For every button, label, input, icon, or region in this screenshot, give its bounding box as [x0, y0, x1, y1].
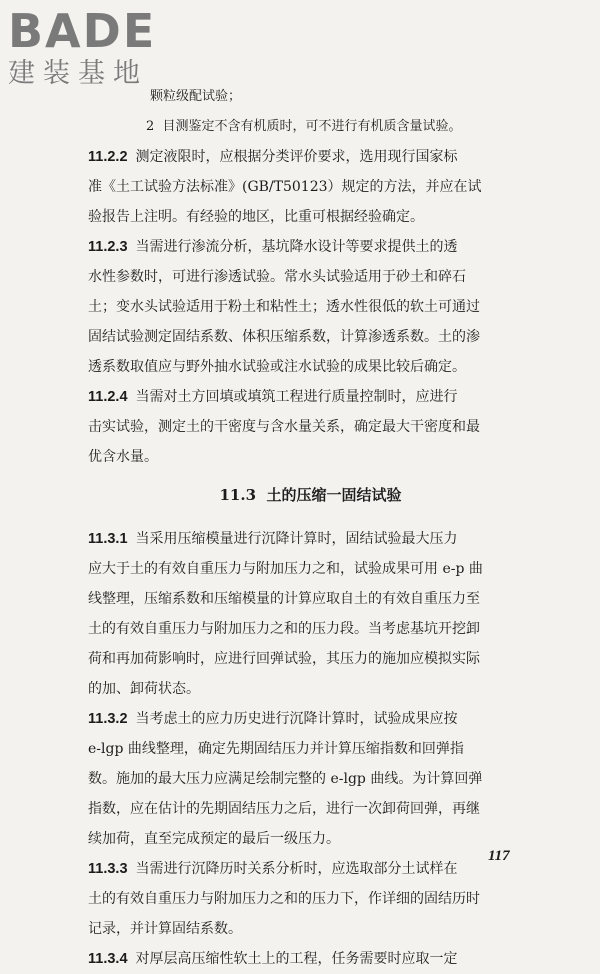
clause-number: 11.2.2: [88, 149, 128, 165]
clause-number: 11.3.3: [88, 861, 128, 877]
clause-text-line: 固结试验测定固结系数、体积压缩系数，计算渗透系数。土的渗: [88, 329, 480, 345]
clause-11-2-2: [88, 142, 533, 232]
list-item-2: [88, 112, 533, 142]
clause-text-line: 线整理，压缩系数和压缩模量的计算应取自土的有效自重压力至: [88, 591, 480, 607]
clause-11-2-3: [88, 232, 533, 382]
clause-text-line: 土的有效自重压力与附加压力之和的压力段。当考虑基坑开挖卸: [88, 621, 480, 637]
section-number: 11.3: [219, 486, 257, 504]
section-heading: [88, 480, 533, 510]
watermark-subtitle: 建装基地: [8, 58, 148, 89]
clause-text-line: 记录，并计算固结系数。: [88, 921, 242, 937]
clause-11-2-4: [88, 382, 533, 472]
clause-text-line: 当采用压缩模量进行沉降计算时，固结试验最大压力: [135, 531, 458, 547]
clause-text-line: 的加、卸荷状态。: [88, 681, 200, 697]
clause-text-line: 应大于土的有效自重压力与附加压力之和，试验成果可用 e-p 曲: [88, 561, 483, 577]
watermark-logo: [8, 6, 178, 90]
clause-number: 11.3.2: [88, 711, 128, 727]
clause-number: 11.2.4: [88, 389, 128, 405]
clause-11-3-1: [88, 524, 533, 704]
clause-text-line: 准《土工试验方法标准》(GB/T50123）规定的方法，并应在试: [88, 179, 482, 195]
clause-text-line: 对厚层高压缩性软土上的工程，任务需要时应取一定: [135, 951, 458, 967]
clause-11-3-2: [88, 704, 533, 854]
clause-text-line: 透系数取值应与野外抽水试验或注水试验的成果比较后确定。: [88, 359, 466, 375]
clause-text-line: 数。施加的最大压力应满足绘制完整的 e-lgp 曲线。为计算回弹: [88, 771, 483, 787]
watermark-logo-text: BADE: [8, 4, 157, 58]
clause-number: 11.2.3: [88, 239, 128, 255]
list-item-text: 目测鉴定不含有机质时，可不进行有机质含量试验。: [162, 119, 462, 134]
section-title: 土的压缩一固结试验: [266, 486, 402, 504]
clause-number: 11.3.4: [88, 951, 128, 967]
page-number: 117: [488, 848, 510, 864]
clause-text-line: 土的有效自重压力与附加压力之和的压力下，作详细的固结历时: [88, 891, 480, 907]
clause-text-line: 水性参数时，可进行渗透试验。常水头试验适用于砂土和碎石: [88, 269, 466, 285]
page-body: [88, 82, 533, 974]
clause-text-line: 指数，应在估计的先期固结压力之后，进行一次卸荷回弹，再继: [88, 801, 480, 817]
clause-11-3-3: [88, 854, 533, 944]
clause-text-line: 击实试验，测定土的干密度与含水量关系，确定最大干密度和最: [88, 419, 480, 435]
clause-text-line: 当需对土方回填或填筑工程进行质量控制时，应进行: [135, 389, 458, 405]
clause-text-line: 当考虑土的应力历史进行沉降计算时，试验成果应按: [135, 711, 458, 727]
clause-text-line: 测定液限时，应根据分类评价要求，选用现行国家标: [135, 149, 458, 165]
clause-text-line: 续加荷，直至完成预定的最后一级压力。: [88, 831, 340, 847]
clause-11-3-4: [88, 944, 533, 974]
clause-text-line: 优含水量。: [88, 449, 158, 465]
clause-text-line: 当需进行沉降历时关系分析时，应选取部分土试样在: [135, 861, 458, 877]
clause-text-line: 当需进行渗流分析，基坑降水设计等要求提供土的透: [135, 239, 458, 255]
clause-text-line: 荷和再加荷影响时，应进行回弹试验，其压力的施加应模拟实际: [88, 651, 480, 667]
clause-text-line: e-lgp 曲线整理，确定先期固结压力并计算压缩指数和回弹指: [88, 741, 464, 757]
list-item-number: 2: [146, 119, 155, 134]
clause-text-line: 验报告上注明。有经验的地区，比重可根据经验确定。: [88, 209, 424, 225]
clause-number: 11.3.1: [88, 531, 128, 547]
clause-text-line: 土；变水头试验适用于粉土和粘性土；透水性很低的软土可通过: [88, 299, 480, 315]
fragment-line: 颗粒级配试验；: [150, 89, 242, 104]
